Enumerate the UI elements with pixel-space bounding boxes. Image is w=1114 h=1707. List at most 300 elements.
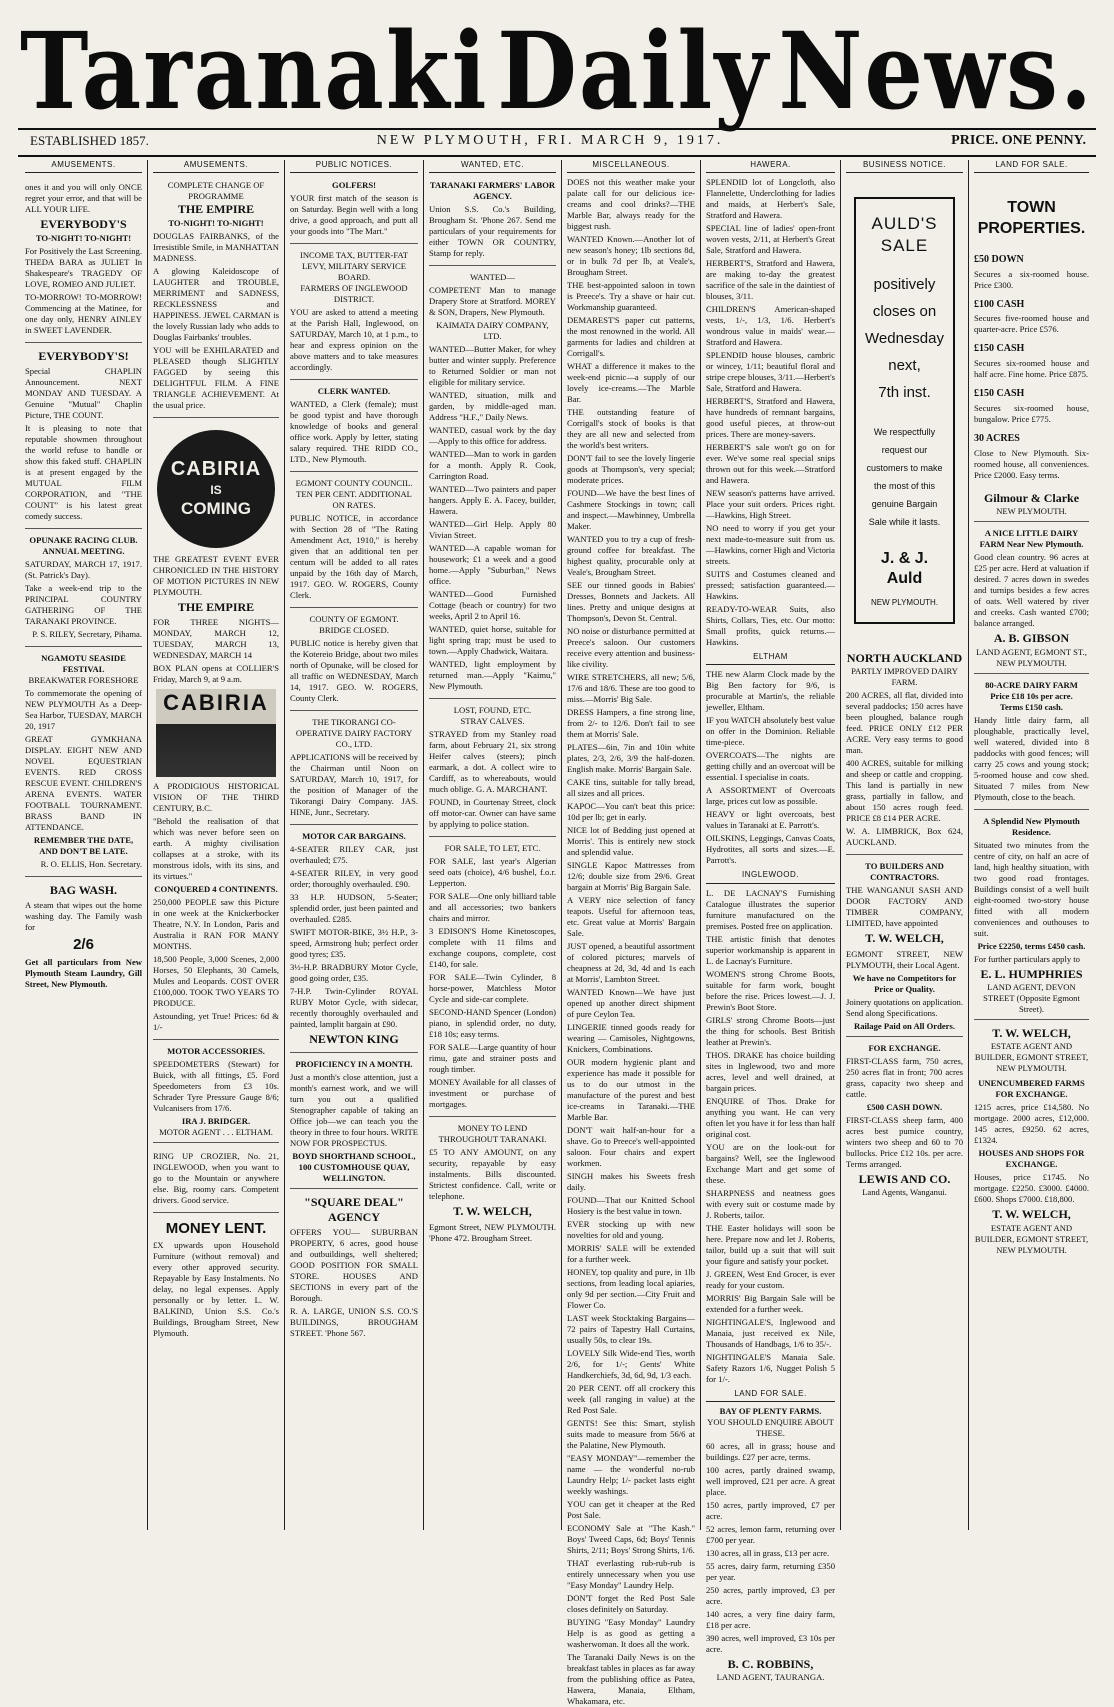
section-heading-land: LAND FOR SALE.	[706, 1389, 835, 1402]
property-text: Close to New Plymouth. Six-roomed house, all conveniences. Price £2000. Easy terms.	[974, 447, 1089, 480]
empire-ad	[153, 177, 279, 417]
advertiser-name: BOYD SHORTHAND SCHOOL, 100 CUSTOMHOUSE QUAY, WELLINGTON.	[292, 1150, 416, 1183]
listing: J. GREEN, West End Grocer, is ever ready for your custom.	[706, 1268, 835, 1290]
listing: "EASY MONDAY"—remember the name — the wonderful no-rub Laundry Help; 1/- packet lasts eight weekly washings.	[567, 1453, 695, 1497]
dateline	[30, 133, 1086, 153]
advertiser-address: NEW PLYMOUTH.	[996, 506, 1067, 517]
listing: WANTED Known—We have just opened up another direct shipment of pure Ceylon Tea.	[567, 987, 695, 1020]
for-sale-section	[429, 840, 556, 1117]
ad-text: Astounding, yet True! Prices: 6d & 1/-	[153, 1010, 279, 1032]
egmont-rates-notice	[290, 475, 418, 608]
listing: FIRST-CLASS sheep farm, 400 acres best pumice country, winters two sheep and 60 to 70 bullocks. Price £12 10s. per acre. Terms arranged.	[846, 1114, 963, 1169]
masthead	[20, 8, 1094, 133]
columns	[20, 160, 1094, 1707]
listing: BUYING "Easy Monday" Laundry Help is as good as getting a washerwoman. It does all the work.	[567, 1617, 695, 1650]
notice-heading: A Splendid New Plymouth Residence.	[983, 815, 1080, 837]
golfers-notice	[290, 177, 418, 244]
ad-text: To commemorate the opening of NEW PLYMOUTH As a Deep-Sea Harbor, TUESDAY, MARCH 20, 1917	[25, 687, 142, 731]
listing: 20 PER CENT. off all crockery this week (all ranging in value) at the Red Post Sale.	[567, 1383, 695, 1416]
notice-text: YOUR first match of the season is on Saturday. Begin well with a long drive, a good approach, and putt all your goods into "The Mart."	[290, 193, 418, 237]
listing: 140 acres, a very fine dairy farm, £18 per acre.	[706, 1608, 835, 1630]
section-heading: FOR SALE, TO LET, ETC.	[444, 843, 541, 854]
listing: STRAYED from my Stanley road farm, about February 21, six strong Heifer calves (steers); pinch earmark, a dot. A collect wire to Cardiff, as to whereabouts, would much oblige. G. A. MARCHANT.	[429, 729, 556, 795]
listing: 150 acres, partly improved, £7 per acre.	[706, 1499, 835, 1521]
listing: MORRIS' SALE will be extended for a further week.	[567, 1243, 695, 1265]
residence-ad	[974, 813, 1089, 1020]
listing: WANTED—Man to work in garden for a month. Apply R. Cook, Carrington Road.	[429, 449, 556, 482]
listing: 130 acres, all in grass, £13 per acre.	[706, 1547, 830, 1558]
listing: WIRE STRETCHERS, all new; 5/6, 17/6 and 18/6. These are too good to miss.—Morris' Big Sale.	[567, 672, 695, 705]
established: ESTABLISHED 1857.	[30, 133, 149, 148]
bridge-closed-notice	[290, 611, 418, 711]
listing: NO need to worry if you get your next made-to-measure suit from us.—Hawkins, corner High and Victoria streets.	[706, 523, 835, 567]
listing: OUR modern hygienic plant and experience has made it possible for us to do our utmost in the manufacture of the purest and best ice-creams in Taranaki.—THE Marble Bar.	[567, 1057, 695, 1123]
notice-heading: HOUSES AND SHOPS FOR EXCHANGE.	[978, 1148, 1085, 1170]
listing: NO noise or disturbance permitted at Preece's saloon. Our customers receive every attention and business-like civility.	[567, 626, 695, 670]
advertiser-name: R. A. LARGE, UNION S.S. CO.'S BUILDINGS, BROUGHAM STREET. 'Phone 567.	[290, 1306, 418, 1339]
listing: WANTED, quiet horse, suitable for light spring trap; must be used to town.—Apply Chadwick, Waitara.	[429, 624, 556, 657]
ad-heading: EVERYBODY'S!	[38, 348, 129, 363]
ad-text: RING UP CROZIER, No. 21, INGLEWOOD, when you want to go to the Mountain or anywhere else. Big, roomy cars. Competent drivers. Good service.	[153, 1150, 279, 1205]
ad-text: It is pleasing to note that reputable showmen throughout the world refuse to handle or show this faked stuff. CHAPLIN is at present engaged by the MUTUAL FILM CORPORATION, and "THE COUNT" is his latest great comedy success.	[25, 422, 142, 521]
notice-text: Just a month's close attention, just a month's earnest work, and we will turn you out a qualified Stenographer capable of taking an Office job—we can teach you the theory in three to four hours. WRITE NOW FOR PROSPECTUS.	[290, 1071, 418, 1148]
listing: WANTED, situation, milk and garden, by middle-aged man. Address "H.F.," Daily News.	[429, 390, 556, 423]
ad-heading: BAG WASH.	[49, 882, 118, 897]
advertiser-address: LAND AGENT, TAURANGA.	[716, 1672, 825, 1683]
price: PRICE. ONE PENNY.	[951, 133, 1086, 148]
column-land-for-sale	[969, 160, 1094, 1530]
illustration-title: CABIRIA	[163, 689, 269, 715]
property-heading: 30 ACRES	[974, 433, 1020, 445]
welch-exchange-ad	[974, 1023, 1089, 1260]
listing: THE best-appointed saloon in town is Preece's. Try a shave or hair cut. Workmanship guaranteed.	[567, 280, 695, 313]
advertiser-name: E. L. HUMPHRIES	[980, 966, 1083, 981]
box-text: We respectfully request our customers to make the most of this genuine Bargain Sale while it lasts.	[866, 426, 943, 527]
town-properties-ad	[974, 177, 1089, 522]
masthead-word-daily: Daily	[497, 8, 770, 133]
notice-heading: 80-ACRE DAIRY FARM	[985, 679, 1078, 690]
listing: GENTS! See this: Smart, stylish suits made to measure from 56/6 at the Palatine, New Plymouth.	[567, 1418, 695, 1451]
cabiria-ad	[153, 421, 279, 1040]
notice-heading: A NICE LITTLE DAIRY FARM Near New Plymouth.	[979, 528, 1084, 550]
listing: 3½-H.P. BRADBURY Motor Cycle, good going order, £35.	[290, 962, 418, 984]
column-miscellaneous	[562, 160, 701, 1707]
notice-heading: INCOME TAX, BUTTER-FAT LEVY, MILITARY SERVICE BOARD.	[299, 250, 409, 283]
ad-text: SPEEDOMETERS (Stewart) for Buick, with all fittings, £5. Ford Speedometers from £3 10s. Schrader Tyre Pressure Gauge 8/6; Vulcanisers from 17/6.	[153, 1058, 279, 1113]
advertiser-name: T. W. WELCH,	[865, 931, 944, 946]
listing: ECONOMY Sale at "The Kash." Boys' Tweed Caps, 6d; Boys' Tennis Shirts, 2/11; Boys' Strong Shirts, 1/6.	[567, 1523, 695, 1556]
column-wanted	[424, 160, 562, 1530]
column-header: LAND FOR SALE.	[974, 160, 1089, 173]
notice-subheading: Railage Paid on All Orders.	[854, 1020, 955, 1031]
notice-heading: TEN PER CENT. ADDITIONAL ON RATES.	[296, 489, 412, 511]
listing: The Taranaki Daily News is on the breakfast tables in places as far away from the publishing office as Patea, Hawera, Manaia, Eltham, Whakamara, etc.	[567, 1652, 695, 1707]
top-rule	[18, 128, 1096, 130]
listing: NIGHTINGALE'S Manaia Sale. Safety Razors 1/6, Nugget Polish 5 for 1/-.	[706, 1351, 835, 1384]
listing: 52 acres, lemon farm, returning over £700 per year.	[706, 1523, 835, 1545]
property-text: Secures five-roomed house and quarter-acre. Price £576.	[974, 313, 1089, 335]
listing: HONEY, top quality and pure, in 1lb sections, from leading local apiaries, only 9d per section.—City Fruit and Flower Co.	[567, 1267, 695, 1311]
listing: L. DE LACNAY'S Furnishing Catalogue illustrates the superior furniture manufactured on the premises. Posted free on application.	[706, 887, 835, 931]
ad-heading: MOTOR ACCESSORIES.	[167, 1045, 265, 1056]
listing: 400 ACRES, suitable for milking and sheep or cattle and cropping. This land is partially in new grass, partially in fallow, and about 150 acres rough feed. PRICE £8 £14 PER ACRE.	[846, 758, 963, 824]
emblem-text: CABIRIA	[170, 458, 262, 481]
notice-subheading: YOU SHOULD ENQUIRE ABOUT THESE.	[707, 1416, 834, 1438]
clerk-wanted-notice	[290, 383, 418, 472]
advertiser-name: T. W. WELCH,	[453, 1204, 532, 1219]
listing: THOS. DRAKE has choice building sites in Inglewood, two and more acres, level and well drained, at bargain prices.	[706, 1049, 835, 1093]
listing: WANTED Known.—Another lot of new season's honey; 1lb sections 8d, or in bulk 7d per lb, at Veale's, Brougham Street.	[567, 234, 695, 278]
ad-text: Special CHAPLIN Announcement. NEXT MONDAY AND TUESDAY. A Genuine "Mutual" Chaplin Picture, THE COUNT.	[25, 365, 142, 420]
listing: 7-H.P. Twin-Cylinder ROYAL RUBY Motor Cycle, with sidecar, recently thoroughly overhauled and painted, lamplit bargain at £90.	[290, 986, 418, 1030]
listing: DON'T wait half-an-hour for a shave. Go to Preece's well-appointed saloon. Four chairs and expert workmen.	[567, 1125, 695, 1169]
notice-heading: FARMERS OF INGLEWOOD DISTRICT.	[300, 283, 408, 305]
motor-car-bargains	[290, 828, 418, 1052]
listing: A VERY nice selection of fancy teapots. Useful for afternoon teas, etc. Great value at Morris' Bargain Sale.	[567, 895, 695, 939]
listing: HERBERT'S, Stratford and Hawera, have hundreds of remnant bargains, good useful pieces, at throw-out prices. There are money-savers.	[706, 396, 835, 440]
dateline-rule	[18, 155, 1096, 157]
advertiser-name: T. W. WELCH,	[992, 1207, 1071, 1222]
listing: GIRLS' strong Chrome Boots—just the thing for schools. Best British leather at Prewin's.	[706, 1014, 835, 1047]
notice-heading: "SQUARE DEAL" AGENCY	[304, 1194, 404, 1224]
notice-text: YOU are asked to attend a meeting at the Parish Hall, Inglewood, on SATURDAY, March 10, at 1 p.m., to hear and express opinion on the above matters and to take measures accordingly.	[290, 307, 418, 373]
notice-subheading: PARTLY IMPROVED DAIRY FARM.	[851, 666, 958, 688]
column-header: MISCELLANEOUS.	[567, 160, 695, 173]
ad-text: A PRODIGIOUS HISTORICAL VISION OF THE THIRD CENTURY, B.C.	[153, 780, 279, 813]
listing: CHILDREN'S American-shaped vests, 1/-, 1/3, 1/6. Herbert's wondrous value in maids' wear.—Stratford and Hawera.	[706, 304, 835, 348]
listing: MORRIS' Big Bargain Sale will be extended for a further week.	[706, 1292, 835, 1314]
ad-heading: THE EMPIRE	[177, 599, 255, 614]
dairy-farm-ad	[974, 525, 1089, 673]
notice-text: Joinery quotations on application. Send along Specifications.	[846, 996, 963, 1018]
section-heading-eltham: ELTHAM	[706, 652, 835, 665]
notice-text: Houses, price £1745. No mortgage. £2250. £3000. £4000. £600. Shops £7000. £18,800.	[974, 1172, 1089, 1205]
listing: ENQUIRE of Thos. Drake for anything you want. He can very often let you have it for less than half original cost.	[706, 1095, 835, 1139]
advertiser-name: W. A. LIMBRICK, Box 624, AUCKLAND.	[846, 826, 963, 848]
listing: 55 acres, dairy farm, returning £350 per year.	[706, 1560, 835, 1582]
listing: LINGERIE tinned goods ready for wearing — Camisoles, Nightgowns, Knickers, Combinations.	[567, 1022, 695, 1055]
place-date: NEW PLYMOUTH, FRI. MARCH 9, 1917.	[376, 133, 724, 148]
advertiser-name: Gilmour & Clarke	[983, 490, 1080, 505]
listing: FOR SALE—Large quantity of hour rimu, gate and strainer posts and rough timber.	[429, 1042, 556, 1075]
listing: COMPETENT Man to manage Drapery Store at Stratford. MOREY & SON, Drapers, New Plymouth.	[429, 285, 556, 318]
property-text: Secures six-roomed house, bungalow. Price £775.	[974, 403, 1089, 425]
advertiser-name: T. W. WELCH,	[992, 1025, 1071, 1040]
listing: THE Easter holidays will soon be here. Prepare now and let J. Roberts, tailor, build up a suit that will suit your figure and satisfy your pocket.	[706, 1222, 835, 1266]
column-header: AMUSEMENTS.	[153, 160, 279, 173]
ad-heading: MONEY LENT.	[165, 1219, 267, 1237]
listing: LOVELY Silk Wide-end Ties, worth 2/6, for 1/-; Gents' White Handkerchiefs, 3d, 6d, 9d, 1/3 each.	[567, 1348, 695, 1381]
listing: SUITS and Costumes cleaned and pressed; satisfaction guaranteed.—Hawkins.	[706, 569, 835, 602]
box-line: next,	[888, 357, 921, 375]
advertiser-name: NEWTON KING	[309, 1032, 399, 1047]
ad-heading: OPUNAKE RACING CLUB.	[29, 534, 138, 545]
listing: A ASSORTMENT of Overcoats large, prices cut low as possible.	[706, 785, 835, 807]
notice-heading: CLERK WANTED.	[317, 386, 391, 397]
notice-heading: FOR EXCHANGE.	[868, 1042, 941, 1053]
aulds-sale-box	[854, 197, 955, 624]
property-text: Secures a six-roomed house. Price £300.	[974, 268, 1089, 290]
bag-wash-ad	[25, 880, 142, 996]
property-heading: £100 CASH	[974, 298, 1025, 310]
listing: SWIFT MOTOR-BIKE, 3½ H.P., 3-speed, Armstrong hub; perfect order good tyres; £35.	[290, 927, 418, 960]
listing: SEE our tinned goods in Babies' Dresses, Bonnets and Jackets. All lines. Pretty and unique designs at Thompson's, Devon St. Central.	[567, 580, 695, 624]
listing: THE new Alarm Clock made by the Big Ben factory for 9/6, is procurable at Martin's, the reliable jeweller, Eltham.	[706, 669, 835, 713]
column-public-notices	[285, 160, 424, 1530]
listing: SPLENDID lot of Longcloth, also Flannelette, Underclothing for ladies and maids, at Herbert's Sale, Stratford and Hawera.	[706, 177, 835, 221]
for-exchange-ad	[846, 1040, 963, 1202]
square-deal-agency-ad	[290, 1192, 418, 1346]
property-text: Secures six-roomed house and half acre. Fine home. Price £875.	[974, 358, 1089, 380]
notice-text: PUBLIC notice is hereby given that the Kotereio Bridge, about two miles north of Opunake, will be closed for all traffic on WEDNESDAY, March 14, 1917. GEO. W. ROGERS, County Clerk.	[290, 638, 418, 704]
north-auckland-ad	[846, 648, 963, 855]
property-heading: £150 CASH	[974, 343, 1025, 355]
motor-accessories-ad	[153, 1043, 279, 1143]
advertiser-address: LAND AGENT, DEVON STREET (Opposite Egmont Street).	[983, 981, 1080, 1014]
listing: OILSKINS, Leggings, Canvas Coats, Hydrotites, all sorts and sizes.—E. Parrott's.	[706, 833, 835, 866]
advertiser-name: A. B. GIBSON	[993, 631, 1070, 646]
ad-text: SATURDAY, MARCH 17, 1917. (St. Patrick's Day).	[25, 558, 142, 580]
ad-text: Get all particulars from New Plymouth Steam Laundry, Gill Street, New Plymouth.	[25, 956, 142, 989]
advertiser-address: Egmont Street, NEW PLYMOUTH. 'Phone 472. Brougham Street.	[429, 1221, 556, 1243]
listing: HERBERT'S, Stratford and Hawera, are making to-day the greatest sacrifice of the sale in the daintiest of blouses, 3/11.	[706, 258, 835, 302]
opunake-racing-ad	[25, 532, 142, 647]
listing: THE artistic finish that denotes superior workmanship is apparent in L. de Lacnay's Furniture.	[706, 933, 835, 966]
ad-text: For Positively the Last Screening. THEDA BARA as JULIET In Shakespeare's TRAGEDY OF LOVE, ROMEO AND JULIET.	[25, 245, 142, 289]
listing: OVERCOATS—The nights are getting chilly and an overcoat will be essential. I specialise in coats.	[706, 750, 835, 783]
ad-text: Take a week-end trip to the PRINCIPAL COUNTRY GATHERING OF THE TARANAKI PROVINCE.	[25, 582, 142, 626]
notice-heading: KAIMATA DAIRY COMPANY, LTD.	[436, 320, 549, 342]
shorthand-school-ad	[290, 1056, 418, 1189]
box-line: positively	[873, 275, 936, 293]
advertiser-address: ESTATE AGENT AND BUILDER, EGMONT STREET, NEW PLYMOUTH.	[974, 1222, 1089, 1255]
notice-text: EGMONT STREET, NEW PLYMOUTH, their Local Agent.	[846, 948, 963, 970]
listing: WANTED—Girl Help. Apply 80 Vivian Street.	[429, 519, 556, 541]
listing: WHAT a difference it makes to the week-end picnic—a supply of our lovely ice-creams.—The Marble Bar.	[567, 361, 695, 405]
ad-text: THE GREATEST EVENT EVER CHRONICLED IN THE HISTORY OF MOTION PICTURES IN NEW PLYMOUTH.	[153, 553, 279, 597]
ad-heading: EVERYBODY'S	[40, 217, 127, 232]
advertiser-name: J. & J. Auld	[880, 549, 929, 588]
ad-heading: NGAMOTU SEASIDE FESTIVAL	[41, 652, 126, 674]
listing: SECOND-HAND Spencer (London) piano, in splendid order, no duty, £18 10s; easy terms.	[429, 1007, 556, 1040]
ad-signature: P. S. RILEY, Secretary, Pihama.	[32, 628, 142, 639]
notice-heading: UNENCUMBERED FARMS FOR EXCHANGE.	[978, 1078, 1085, 1100]
ad-text: BOX PLAN opens at COLLIER'S Friday, March 9, at 9 a.m.	[153, 662, 279, 684]
listing: DEMAREST'S paper cut patterns, the most renowned in the world. All garments for ladies and children at Corrigall's.	[567, 315, 695, 359]
ad-subheading: TO-NIGHT! TO-NIGHT!	[35, 232, 132, 243]
notice-heading: TO BUILDERS AND CONTRACTORS.	[865, 861, 944, 883]
ad-subheading: TO-NIGHT! TO-NIGHT!	[168, 217, 264, 228]
tikorangi-notice	[290, 714, 418, 825]
notice-text: £5 TO ANY AMOUNT, on any security, repayable by easy instalments. Bills discounted. Strictest confidence. Call, write or telephone.	[429, 1147, 556, 1202]
notice-text: Situated two minutes from the centre of city, on half an acre of land, high healthy situation, with two good road frontages. Buildings consist of a well built eight-roomed two-story house fitted with all modern conveniences and outhouses to suit.	[974, 839, 1089, 938]
listing: JUST opened, a beautiful assortment of colored pictures; marvels of cheapness at 2d, 3d, 4d and 1s each at Morris', Lambton Street.	[567, 941, 695, 985]
column-amusements-2	[148, 160, 285, 1530]
wanted-listings	[429, 269, 556, 699]
ad-text: ones it and you will only ONCE regret your error, and that will be ALL YOUR LIFE.	[25, 182, 142, 215]
advertiser-address: Land Agents, Wanganui.	[862, 1186, 947, 1197]
advertiser-address: NEW PLYMOUTH.	[871, 597, 938, 607]
advertiser-address: ESTATE AGENT AND BUILDER, EGMONT STREET, NEW PLYMOUTH.	[974, 1041, 1089, 1074]
listing: NICE lot of Bedding just opened at Morris'. This is entirely new stock and splendid value.	[567, 825, 695, 858]
listing: WANTED—Good Furnished Cottage (beach or country) for two weeks, April 2 to April 16.	[429, 589, 556, 622]
listing: HERBERT'S sale won't go on for ever. We've some real special snips thrown out for this week.—Stratford and Hawera.	[706, 442, 835, 486]
listing: WANTED—Butter Maker, for whey butter and winter supply. Preference to Returned Soldier or man not eligible for military service.	[429, 344, 556, 388]
ad-text: A glowing Kaleidoscope of LAUGHTER and TROUBLE, MERRIMENT and SADNESS, RECKLESSNESS and HAPPINESS. JEWEL CARMAN is the lovely Russian lady who adds to Douglas Fairbanks' troubles.	[153, 265, 279, 342]
notice-subheading: Terms £150 cash.	[1000, 701, 1063, 712]
ad-subheading: BREAKWATER FORESHORE	[28, 674, 139, 685]
column-header: PUBLIC NOTICES.	[290, 160, 418, 173]
column-amusements-1	[20, 160, 148, 1530]
notice-subheading: £500 CASH DOWN.	[866, 1101, 943, 1112]
column-header: AMUSEMENTS.	[25, 160, 142, 173]
ad-subheading: REMEMBER THE DATE, AND DON'T BE LATE.	[33, 834, 134, 856]
listing: CAKE tins, suitable for tally bread, all sizes and all prices.	[567, 777, 695, 799]
ad-price: 2/6	[73, 936, 94, 954]
notice-heading: TOWN PROPERTIES.	[977, 199, 1086, 238]
listing: 250 acres, partly improved, £3 per acre.	[706, 1584, 835, 1606]
listing: PLATES—6in, 7in and 10in white plates, 2/3, 2/6, 3/9 the half-dozen. English make. Morris' Bargain Sale.	[567, 742, 695, 775]
ad-text: 250,000 PEOPLE saw this Picture in one week at the Knickerbocker Theatre, N.Y. In London, Paris and Australia it RAN FOR MANY MONTHS.	[153, 896, 279, 951]
listing: DRESS Hampers, a fine strong line, from 2/- to 12/6. Don't fail to see them at Morris' Sale.	[567, 707, 695, 740]
listing: 390 acres, well improved, £3 10s per acre.	[706, 1632, 835, 1654]
listing: FIRST-CLASS farm, 750 acres, 250 acres flat in front; 700 acres grass, capacity two sheep and cattle.	[846, 1055, 963, 1099]
ad-signature: R. O. ELLIS, Hon. Secretary.	[40, 858, 142, 869]
notice-text: Union S.S. Co.'s Building, Brougham St. 'Phone 267. Send me particulars of your requirements for either TOWN OR COUNTRY, Stamp for reply.	[429, 204, 556, 259]
notice-heading: WANTED—	[470, 272, 515, 283]
emblem-text: COMING	[181, 499, 251, 519]
listing: 4-SEATER RILEY CAR, just overhauled; £75.	[290, 844, 418, 866]
notice-text: Handy little dairy farm, all ploughable, practically level, well watered, divided into 8 paddocks with good fences; will carry 25 cows and young stock; 5-roomed house and cow shed. Situated 7 miles from New Plymouth, close to the beach.	[974, 714, 1089, 802]
lost-found-section	[429, 702, 556, 837]
ad-subheading: CONQUERED 4 CONTINENTS.	[154, 883, 278, 894]
listing: FOUND—That our Knitted School Hosiery is the best value in town.	[567, 1195, 695, 1217]
crozier-ad	[153, 1146, 279, 1213]
ngamotu-festival-ad	[25, 650, 142, 877]
listing: SPECIAL line of ladies' open-front woven vests, 2/11, at Herbert's Great Sale, Stratford and Hawera.	[706, 223, 835, 256]
listing: SHARPNESS and neatness goes with every suit or costume made by J. Roberts, tailor.	[706, 1187, 835, 1220]
everybodys-ad	[25, 177, 142, 342]
property-heading: £150 CASH	[974, 388, 1025, 400]
notice-heading: STRAY CALVES.	[460, 716, 525, 727]
notice-text: For further particulars apply to	[974, 953, 1080, 964]
listing: WANTED you to try a cup of fresh-ground coffee for breakfast. The highest quality, procurable only at Veale's, Brougham Street.	[567, 534, 695, 578]
eighty-acre-farm-ad	[974, 677, 1089, 810]
listing: NEW season's patterns have arrived. Place your suit orders. Prices right.—Hawkins, High Street.	[706, 488, 835, 521]
notice-heading: BRIDGE CLOSED.	[319, 625, 389, 636]
listing: WANTED—Two painters and paper hangers. Apply E. A. Facey, builder, Hawera.	[429, 484, 556, 517]
listing: THAT everlasting rub-rub-rub is entirely unnecessary when you use "Easy Monday" Laundry Help.	[567, 1558, 695, 1591]
section-heading: MONEY TO LEND THROUGHOUT TARANAKI.	[438, 1123, 547, 1145]
advertiser-address: LAND AGENT, EGMONT ST., NEW PLYMOUTH.	[976, 646, 1087, 668]
masthead-word-taranaki: Taranaki	[20, 8, 489, 133]
listing: NIGHTINGALE'S, Inglewood and Manaia, just received ex Nile, Thousands of Handbags, 1/6 to 35/-.	[706, 1316, 835, 1349]
ad-text: £X upwards upon Household Furniture (without removal) and every other approved security. Repayable by Easy Instalments. No delay, no legal expenses. Apply personally or by letter. L. W. BALKIND, Union S.S. Co.'s Buildings, Brougham Street, New Plymouth.	[153, 1240, 279, 1339]
listing: 3 EDISON'S Home Kinetoscopes, complete with 11 films and exchange coupons, complete, cost £140, for sale.	[429, 926, 556, 970]
money-to-lend-ad	[429, 1120, 556, 1249]
masthead-word-news: News.	[778, 8, 1094, 133]
notice-heading: PROFICIENCY IN A MONTH.	[295, 1058, 413, 1069]
notice-heading: EGMONT COUNTY COUNCIL.	[295, 478, 413, 489]
notice-text: WANTED, a Clerk (female); must be good typist and have thorough knowledge of books and general office work. Apply by letter, stating salary required. THE RIDD CO., LTD., New Plymouth.	[290, 399, 418, 465]
listing: READY-TO-WEAR Suits, also Shirts, Collars, Ties, etc. Our motto: Small profits, quick returns.—Hawkins.	[706, 604, 835, 648]
notice-text: APPLICATIONS will be received by the Chairman until Noon on SATURDAY, March 10, 1917, for the position of Manager of the Tikorangi Dairy Company. JAS. HINE, Junr., Secretary.	[290, 752, 418, 818]
listing: 100 acres, partly drained swamp, well improved, £21 per acre. A great place.	[706, 1464, 835, 1497]
listing: IF you WATCH absolutely best value on offer in the Dominion. Reliable time-piece.	[706, 715, 835, 748]
listing: HEAVY or light overcoats, best values in Taranaki at E. Parrott's.	[706, 809, 835, 831]
notice-heading: THE TIKORANGI CO-OPERATIVE DAIRY FACTORY CO., LTD.	[295, 717, 413, 750]
listing: SINGH makes his Sweets fresh daily.	[567, 1171, 695, 1193]
listing: YOU can get it cheaper at the Red Post Sale.	[567, 1499, 695, 1521]
money-lent-ad	[153, 1216, 279, 1345]
inglewood-farmers-notice	[290, 247, 418, 380]
listing: 4-SEATER RILEY, in very good order; thoroughly overhauled. £90.	[290, 868, 418, 890]
builders-ad	[846, 858, 963, 1036]
listing: THE outstanding feature of Corrigall's stock of books is that they are all new and selected from the world's best writers.	[567, 407, 695, 451]
ad-subheading: ANNUAL MEETING.	[42, 545, 125, 556]
ad-heading: THE EMPIRE	[177, 202, 255, 217]
ad-text: 18,500 People, 3,000 Scenes, 2,000 Horses, 50 Elephants, 30 Camels, Mules and Leopards. COST OVER £100,000. TOOK TWO YEARS TO PRODUCE.	[153, 953, 279, 1008]
ad-text: GREAT GYMKHANA DISPLAY. EIGHT NEW AND NOVEL EQUESTRIAN EVENTS. RED CROSS RESCUE EVENT. CHILDREN'S ARENA EVENTS. WATER FOOTBALL TOURNAMENT. BRASS BAND IN ATTENDANCE.	[25, 733, 142, 832]
notice-text: OFFERS YOU— SUBURBAN PROPERTY, 6 acres, good house and outbuildings, well sheltered; GOOD POSITION FOR SMALL STORE. HOUSES AND SECTIONS in every part of the Borough.	[290, 1227, 418, 1304]
ad-text: YOU will be EXHILARATED and PLEASED though SLIGHTLY FAGGED by seeing this DELIGHTFUL FILM. A FINE TRIANGLE ACHIEVEMENT. At the usual price.	[153, 344, 279, 410]
box-line: Wednesday	[865, 330, 944, 348]
ad-subheading: COMPLETE CHANGE OF PROGRAMME	[167, 180, 265, 202]
ad-text: "Behold the realisation of that which was never before seen on earth. A mighty civilisation collapses at a stroke, with its monstrous idols, with its sins, and its virtues."	[153, 815, 279, 881]
notice-text: 1215 acres, price £14,580. No mortgage. 2000 acres, £12,000. 145 acres, £9250. 62 acres, £1324.	[974, 1102, 1089, 1146]
notice-heading: TARANAKI FARMERS' LABOR AGENCY.	[429, 180, 556, 202]
notice-heading: MOTOR CAR BARGAINS.	[302, 831, 406, 842]
notice-heading: NORTH AUCKLAND	[846, 650, 963, 665]
listing: FOUND—We have the best lines of Cashmere Stockings in town; call and inspect.—Mawhinney, Umbrella Maker.	[567, 488, 695, 532]
column-business-notice	[841, 160, 969, 1530]
everybodys-chaplin-ad	[25, 346, 142, 529]
listing: KAPOC—You can't beat this price: 10d per lb; get in early.	[567, 801, 695, 823]
advertiser-name: LEWIS AND CO.	[858, 1171, 951, 1186]
advertiser-name: B. C. ROBBINS,	[727, 1656, 814, 1671]
ad-subheading: IRA J. BRIDGER.	[181, 1115, 251, 1126]
notice-text: THE WANGANUI SASH AND DOOR FACTORY AND TIMBER COMPANY, LIMITED, have appointed	[846, 885, 963, 929]
listing: YOU are on the look-out for bargains? Well, see the Inglewood Exchange Mart and get some of these.	[706, 1141, 835, 1185]
listing: FOR SALE—One only billiard table and all accessories; two bankers chairs and mirror.	[429, 891, 556, 924]
section-heading: LOST, FOUND, ETC.	[453, 705, 532, 716]
column-header: BUSINESS NOTICE.	[846, 160, 963, 173]
listing: DON'T forget the Red Post Sale closes definitely on Saturday.	[567, 1593, 695, 1615]
box-line: 7th inst.	[878, 384, 931, 402]
notice-subheading: Price £18 10s per acre.	[990, 690, 1073, 701]
listing: WANTED, light employment by returned man.—Apply "Kaimu," New Plymouth.	[429, 659, 556, 692]
column-hawera	[701, 160, 841, 1683]
listing: FOUND, in Courtenay Street, clock off motor-car. Owner can have same by applying to police station.	[429, 797, 556, 830]
notice-text: Good clean country. 96 acres at £25 per acre. Herd at valuation if desired. 7 acres down in swedes and turnips besides a few acres of oats. Well watered by river and creeks. Cash wanted £700; balance arranged.	[974, 552, 1089, 629]
ad-text: A steam that wipes out the home washing day. The Family wash for	[25, 900, 142, 933]
listing: FOR SALE, last year's Algerian seed oats (choice), 4/6 bushel, f.o.r. Lepperton.	[429, 856, 556, 889]
column-header: HAWERA.	[706, 160, 835, 173]
listing: LAST week Stocktaking Bargains—72 pairs of Tapestry Hall Curtains, usually 50s, to clear 19s.	[567, 1313, 695, 1346]
ad-text: DOUGLAS FAIRBANKS, of the Irresistible Smile, in MANHATTAN MADNESS.	[153, 230, 279, 263]
notice-text: PUBLIC NOTICE, in accordance with Section 28 of "The Rating Amendment Act, 1910," is hereby given that an additional ten per centum will be added to all rates unpaid by the 16th day of March, 1917. GEO. W. ROGERS, County Clerk.	[290, 513, 418, 601]
listing: DOES not this weather make your palate call for our delicious ice-creams and cool drinks?—THE Marble Bar, always ready for the biggest rush.	[567, 177, 695, 232]
cabiria-illustration	[156, 689, 276, 777]
labor-agency-ad	[429, 177, 556, 266]
emblem-text: IS	[210, 482, 222, 497]
listing: DON'T fail to see the lovely lingerie goods at Thompson's, very special; moderate prices.	[567, 453, 695, 486]
cabiria-coming-emblem	[157, 430, 275, 548]
listing: WANTED, casual work by the day—Apply to this office for address.	[429, 425, 556, 447]
box-line: closes on	[872, 302, 937, 320]
box-heading: AULD'S SALE	[871, 214, 938, 255]
ad-text: TO-MORROW! TO-MORROW! Commencing at the Matinee, for one day only, HENRY AINLEY in SWEET LAVENDER.	[25, 291, 142, 335]
